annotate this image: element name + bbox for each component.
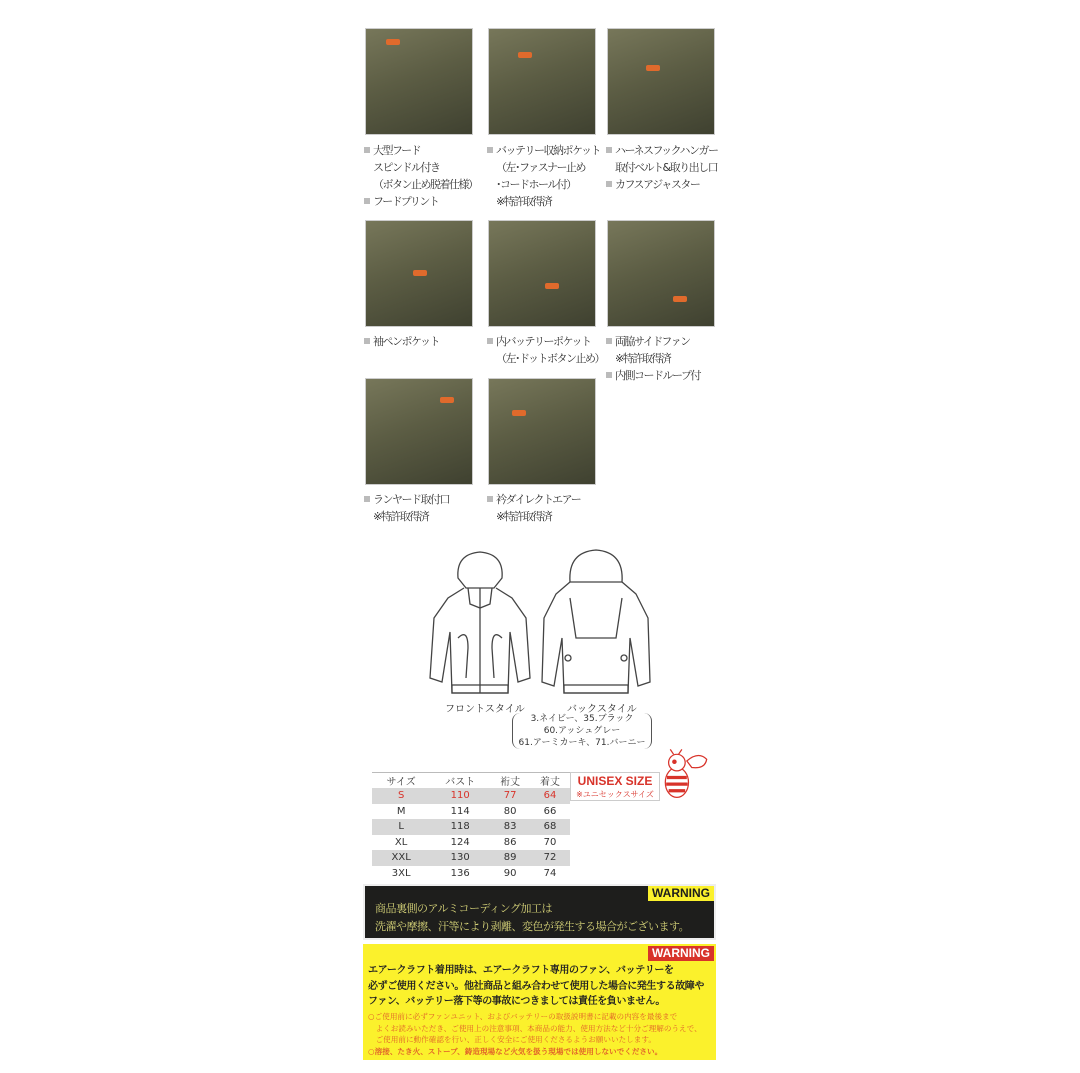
caption-line: 内側コードループ付 [615, 369, 700, 382]
caption-row [487, 491, 580, 508]
size-row [372, 850, 570, 866]
feature-caption [606, 333, 700, 384]
size-row [372, 866, 570, 882]
orange-accent [386, 39, 400, 45]
size-cell: 80 [503, 805, 517, 817]
size-cell: S [372, 788, 430, 804]
caption-line: （ボタン止め脱着仕様） [373, 178, 478, 191]
caption-line: （左･ファスナー止め [496, 161, 586, 174]
orange-accent [512, 410, 526, 416]
warning-note: ご使用前に動作確認を行い、正しく安全にご使用くださるようお願いいたします。 [368, 1035, 656, 1044]
size-cell: 136 [450, 867, 470, 879]
feature-caption [364, 333, 439, 350]
bust-header: バスト [445, 777, 476, 788]
caption-row [364, 333, 439, 350]
caption-line: スピンドル付き [373, 161, 440, 174]
feature-caption [364, 491, 449, 525]
feature-photo [365, 220, 473, 327]
aluminum-coating-warning [363, 884, 716, 940]
warning-text: 必ずご使用ください。他社商品と組み合わせて使用した場合に発生する故障や [368, 980, 704, 992]
caption-line: ※特許取得済 [496, 510, 552, 523]
front-style-label: フロントスタイル [445, 704, 525, 715]
aircraft-usage-warning [363, 944, 716, 1060]
warning-note: ○ご使用前に必ずファンユニット、およびバッテリーの取扱説明書に記載の内容を最後まで [368, 1012, 678, 1021]
feature-caption [487, 333, 604, 367]
caption-line: バッテリー収納ポケット [496, 144, 600, 157]
warning-text: エアークラフト着用時は、エアークラフト専用のファン、バッテリーを [368, 965, 674, 976]
bullet-icon [487, 338, 493, 344]
feature-caption [606, 142, 718, 193]
caption-row [606, 142, 718, 159]
size-cell: 110 [430, 788, 490, 804]
bullet-icon [364, 496, 370, 502]
size-header: サイズ [386, 777, 416, 788]
caption-row [364, 193, 478, 210]
caption-row [364, 491, 449, 508]
caption-line: 袖ペンポケット [373, 335, 439, 348]
orange-accent [545, 283, 559, 289]
size-table [372, 772, 570, 881]
bullet-icon [364, 338, 370, 344]
caption-line: カフスアジャスター [615, 178, 700, 191]
warning-text: ファン、バッテリー落下等の事故につきましては責任を負いません。 [368, 996, 665, 1007]
orange-accent [518, 52, 532, 58]
size-cell: 74 [543, 867, 557, 879]
bullet-icon [606, 147, 612, 153]
size-row [372, 788, 570, 804]
feature-photo [488, 378, 596, 485]
size-cell: 64 [530, 788, 570, 804]
caption-row [606, 367, 700, 384]
size-cell: 89 [490, 850, 530, 866]
size-cell: 72 [530, 850, 570, 866]
size-cell: 118 [430, 819, 490, 835]
size-cell: 77 [490, 788, 530, 804]
sleeve-header: 裄丈 [500, 777, 521, 788]
size-cell: 83 [490, 819, 530, 835]
feature-photo [488, 28, 596, 135]
size-cell: 114 [450, 805, 470, 817]
caption-row [606, 333, 700, 350]
feature-caption [487, 491, 580, 525]
size-cell: M [396, 805, 406, 817]
unisex-title: UNISEX SIZE [577, 774, 653, 788]
warning-text: 商品裏側のアルミコーディング加工は [375, 902, 552, 915]
caption-line: ※特許取得済 [496, 195, 552, 208]
bullet-icon [606, 338, 612, 344]
feature-caption [364, 142, 478, 210]
feature-photo [488, 220, 596, 327]
orange-accent [413, 270, 427, 276]
feature-photo [365, 378, 473, 485]
caption-line: フードプリント [373, 195, 439, 208]
bullet-icon [606, 372, 612, 378]
bullet-icon [487, 496, 493, 502]
caption-line: ハーネスフックハンガー [615, 144, 718, 157]
color-line: 3.ネイビー、35.ブラック [530, 714, 634, 724]
feature-photo [607, 220, 715, 327]
size-cell: 70 [543, 836, 557, 848]
warning-note: よくお読みいただき、ご使用上の注意事項、本商品の能力、使用方法など十分ご理解のうえで、 [368, 1023, 702, 1033]
size-cell: 66 [543, 805, 557, 817]
caption-line: 取付ベルト&取り出し口 [615, 161, 718, 174]
length-header: 着丈 [540, 777, 561, 788]
back-style-label: バックスタイル [567, 704, 637, 715]
color-line: 60.アッシュグレー [543, 726, 621, 736]
front-style-diagram [428, 548, 532, 700]
feature-caption [487, 142, 600, 210]
caption-row [487, 333, 604, 350]
size-cell: L [372, 819, 430, 835]
size-cell: 3XL [391, 867, 411, 879]
caption-row [606, 176, 718, 193]
size-cell: 124 [450, 836, 470, 848]
bullet-icon [487, 147, 493, 153]
size-cell: 86 [503, 836, 517, 848]
color-options [512, 713, 652, 749]
size-cell: XL [394, 836, 408, 848]
feature-photo [365, 28, 473, 135]
warning-text: 洗濯や摩擦、汗等により剥離、変色が発生する場合がございます。 [375, 920, 690, 933]
bullet-icon [364, 198, 370, 204]
caption-line: 大型フード [373, 144, 421, 157]
bullet-icon [364, 147, 370, 153]
caption-line: 衿ダイレクトエアー [496, 493, 581, 506]
size-cell: 68 [530, 819, 570, 835]
feature-photo [607, 28, 715, 135]
size-row [372, 835, 570, 851]
color-line: 61.アーミカーキ、71.バーニー [518, 738, 646, 748]
warning-note: ○溶接、たき火、ストーブ、鋳造現場など火気を扱う現場では使用しないでください。 [368, 1046, 663, 1056]
caption-row [364, 142, 478, 159]
unisex-size-badge [570, 772, 660, 801]
caption-line: （左･ドットボタン止め） [496, 352, 605, 365]
caption-line: 両脇サイドファン [615, 335, 690, 348]
bullet-icon [606, 181, 612, 187]
warning-badge: WARNING [648, 946, 714, 961]
warning-badge: WARNING [648, 886, 714, 901]
unisex-subtitle: ※ユニセックスサイズ [576, 790, 654, 799]
caption-line: ･コードホール付） [496, 178, 576, 191]
bee-mascot-icon [662, 744, 710, 806]
size-row [372, 804, 570, 820]
size-cell: XXL [372, 850, 430, 866]
orange-accent [646, 65, 660, 71]
orange-accent [440, 397, 454, 403]
caption-row [487, 142, 600, 159]
caption-line: 内バッテリーポケット [496, 335, 591, 348]
size-row [372, 819, 570, 835]
size-cell: 130 [430, 850, 490, 866]
caption-line: ランヤード取付口 [373, 493, 449, 506]
caption-line: ※特許取得済 [615, 352, 671, 365]
size-cell: 90 [503, 867, 517, 879]
orange-accent [673, 296, 687, 302]
caption-line: ※特許取得済 [373, 510, 429, 523]
back-style-diagram [540, 548, 652, 700]
